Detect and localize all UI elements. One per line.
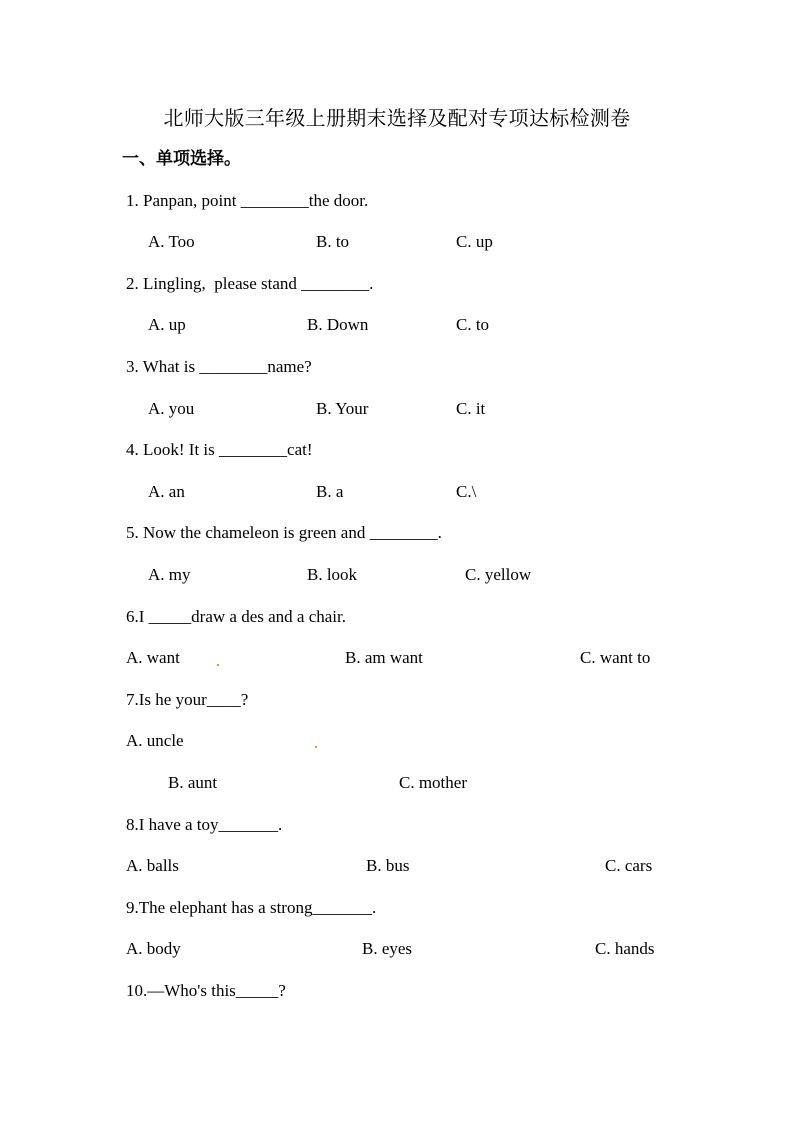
question-stem: 8.I have a toy_______.: [126, 815, 283, 834]
option-a: A. body: [126, 939, 181, 958]
option-b: B. am want: [345, 648, 423, 667]
option-a: A. uncle: [126, 731, 184, 750]
option-c: C. to: [456, 315, 490, 334]
option-a: A. my: [148, 565, 191, 584]
option-a: A. balls: [126, 856, 179, 875]
option-c: C. it: [456, 399, 486, 418]
question-stem: 10.—Who's this_____?: [126, 981, 286, 1000]
option-c: C.\: [456, 482, 477, 501]
stray-dot: [315, 746, 317, 748]
page-title: 北师大版三年级上册期末选择及配对专项达标检测卷: [163, 106, 631, 130]
option-b: B. bus: [366, 856, 410, 875]
option-c: C. want to: [580, 648, 651, 667]
option-b: B. eyes: [362, 939, 413, 958]
question-stem: 3. What is ________name?: [126, 357, 312, 376]
question-stem: 1. Panpan, point ________the door.: [126, 191, 369, 210]
question-stem: 6.I _____draw a des and a chair.: [126, 607, 346, 626]
option-c: C. cars: [605, 856, 653, 875]
option-a: A. up: [148, 315, 186, 334]
question-stem: 7.Is he your____?: [126, 690, 249, 709]
question-stem: 9.The elephant has a strong_______.: [126, 898, 377, 917]
stray-dot: [217, 664, 219, 666]
option-b: B. to: [316, 232, 350, 251]
option-c: C. mother: [399, 773, 467, 792]
option-c: C. yellow: [465, 565, 532, 584]
question-stem: 2. Lingling, please stand ________.: [126, 274, 374, 293]
option-c: C. up: [456, 232, 493, 251]
option-c: C. hands: [595, 939, 655, 958]
question-stem: 5. Now the chameleon is green and ________.: [126, 523, 442, 542]
option-b: B. aunt: [168, 773, 218, 792]
question-stem: 4. Look! It is ________cat!: [126, 440, 313, 459]
option-b: B. look: [307, 565, 358, 584]
option-a: A. you: [148, 399, 195, 418]
option-a: A. want: [126, 648, 180, 667]
section-heading: 一、单项选择。: [122, 149, 241, 169]
option-a: A. Too: [148, 232, 195, 251]
option-b: B. Your: [316, 399, 369, 418]
option-b: B. a: [316, 482, 344, 501]
option-b: B. Down: [307, 315, 369, 334]
option-a: A. an: [148, 482, 185, 501]
